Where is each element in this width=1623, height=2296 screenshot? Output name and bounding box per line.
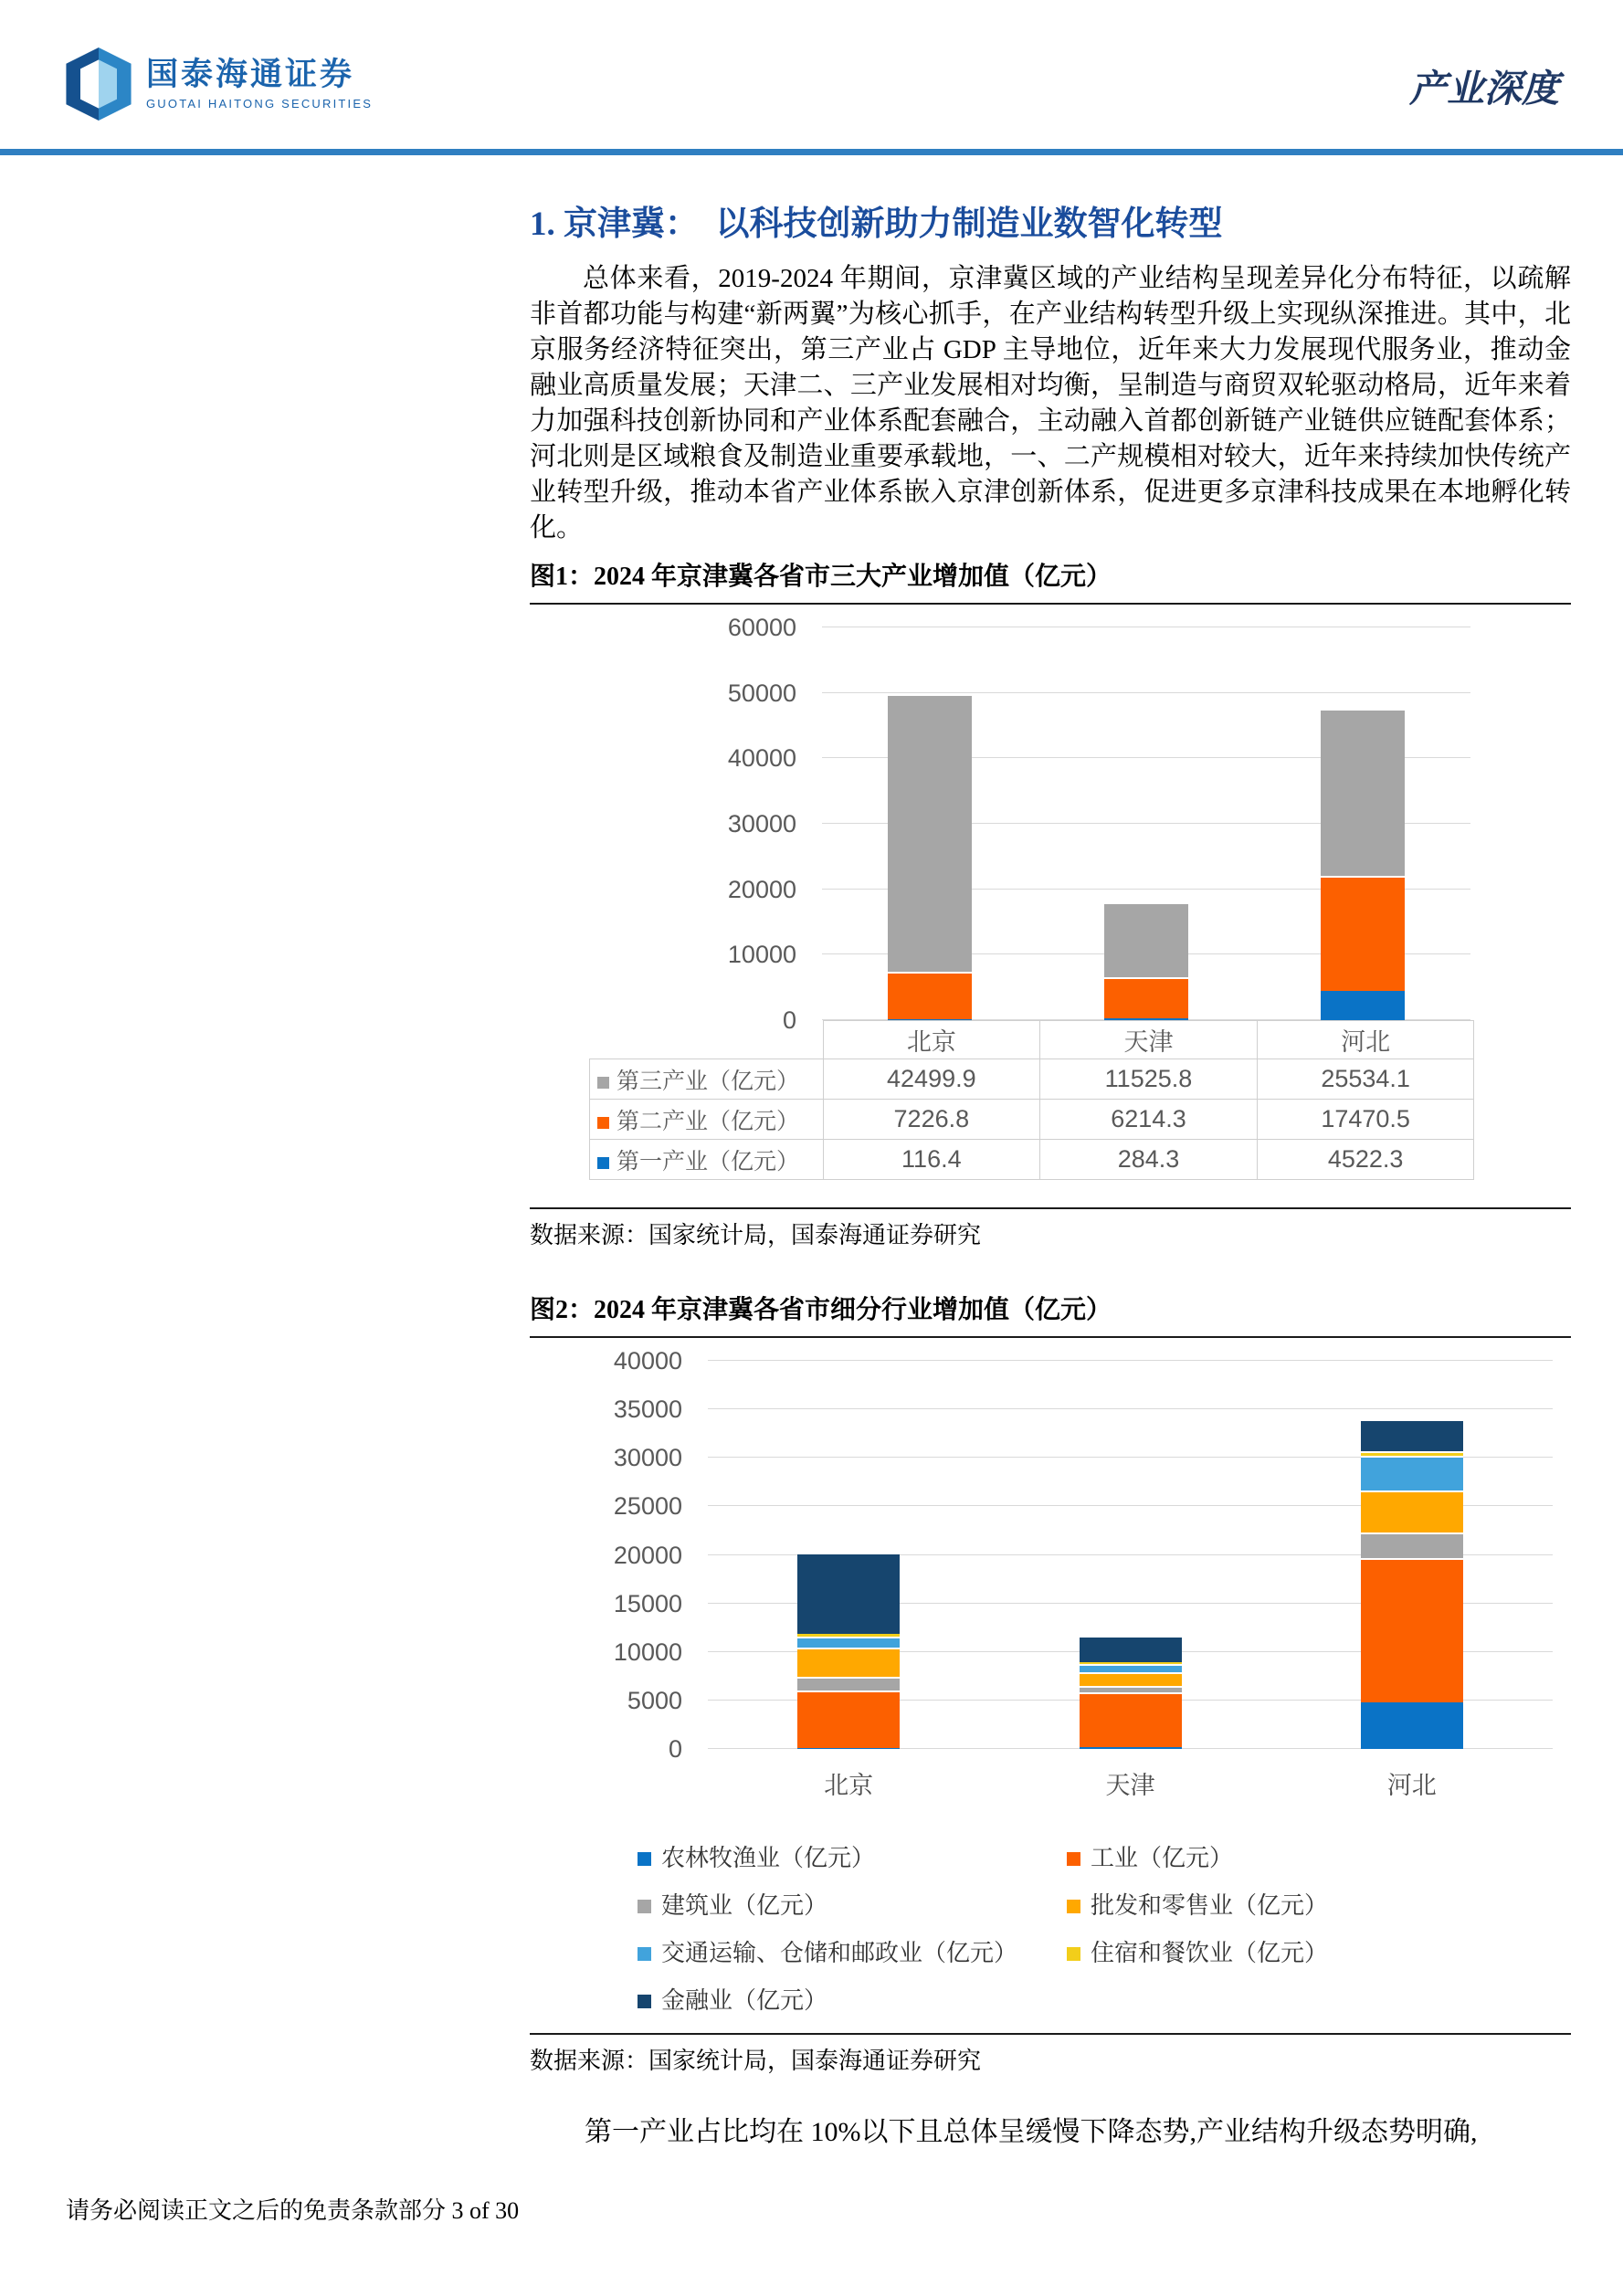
y-axis-tick-label: 35000 xyxy=(613,1396,682,1424)
section-title: 1. 京津冀： 以科技创新助力制造业数智化转型 xyxy=(530,205,1223,243)
report-body xyxy=(530,203,1571,2151)
table-col-header: 河北 xyxy=(1257,1021,1474,1059)
legend-swatch-icon xyxy=(597,1077,609,1089)
bar-segment xyxy=(1321,709,1405,876)
legend-swatch-icon xyxy=(638,1900,651,1913)
table-series-label: 第一产业（亿元） xyxy=(590,1140,824,1180)
legend-swatch-icon xyxy=(1067,1900,1080,1913)
y-axis-tick-label: 10000 xyxy=(727,941,796,969)
figure1-source: 数据来源：国家统计局，国泰海通证券研究 xyxy=(530,1207,1571,1250)
x-axis-label: 河北 xyxy=(1386,1772,1437,1799)
legend-label: 交通运输、仓储和邮政业（亿元） xyxy=(661,1940,1018,1966)
table-cell: 284.3 xyxy=(1040,1140,1258,1180)
brand-logo xyxy=(66,47,373,121)
y-axis-tick-label: 40000 xyxy=(613,1347,682,1374)
closing-paragraph: 第一产业占比均在 10%以下且总体呈缓慢下降态势,产业结构升级态势明确, xyxy=(585,2117,1478,2147)
x-axis-label: 天津 xyxy=(1105,1772,1155,1799)
y-axis-tick-label: 15000 xyxy=(613,1589,682,1617)
legend-label: 批发和零售业（亿元） xyxy=(1091,1892,1329,1919)
bar-segment xyxy=(1080,1747,1182,1749)
brand-name-cn: 国泰海通证券 xyxy=(146,56,355,92)
figure1-data-table xyxy=(589,1020,1474,1180)
legend-label: 工业（亿元） xyxy=(1091,1845,1234,1871)
legend-item xyxy=(638,1845,1067,1872)
y-axis-tick-label: 60000 xyxy=(727,614,796,641)
table-col-header: 北京 xyxy=(823,1021,1040,1059)
table-cell: 7226.8 xyxy=(823,1100,1040,1140)
section-paragraph: 总体来看，2019-2024 年期间，京津冀区域的产业结构呈现差异化分布特征，以疏解非首都功能与构建“新两翼”为核心抓手，在产业结构转型升级上实现纵深推进。其中，北京服务经济特征突出，第三产业占 GDP 主导地位，近年来大力发展现代服务业，推动金融业高质量发展；天津二、三产业发展相对均衡，呈制造与商贸双轮驱动格局，近年来着力加强科技创新协同和产业体系配套融合，主动融入首都创新链产业链供应链配套体系；河北则是区域粮食及制造业重要承载地，一、二产规模相对较大，近年来持续加快传统产业转型升级，推动本省产业体系嵌入京津创新体系，促进更多京津科技成果在本地孵化转化。 xyxy=(530,264,1571,542)
table-cell: 25534.1 xyxy=(1257,1059,1474,1100)
legend-item xyxy=(638,1892,1067,1920)
bar-segment xyxy=(1361,1419,1463,1451)
legend-swatch-icon xyxy=(597,1157,609,1169)
legend-item xyxy=(1067,1940,1571,1967)
table-cell: 4522.3 xyxy=(1257,1140,1474,1180)
plot-area xyxy=(708,1361,1553,1749)
bar-segment xyxy=(1361,1702,1463,1749)
legend-item xyxy=(1067,1845,1571,1872)
y-axis-tick-label: 0 xyxy=(668,1735,682,1763)
legend-label: 农林牧渔业（亿元） xyxy=(661,1845,876,1871)
bar-segment xyxy=(888,694,972,973)
bar-segment xyxy=(797,1677,900,1690)
table-cell: 11525.8 xyxy=(1040,1059,1258,1100)
bar-segment xyxy=(1361,1532,1463,1558)
bar-segment xyxy=(1361,1490,1463,1532)
figure1-caption: 图1：2024 年京津冀各省市三大产业增加值（亿元） xyxy=(530,561,1571,605)
table-row xyxy=(590,1140,1474,1180)
y-axis-tick-label: 40000 xyxy=(727,744,796,773)
bar-segment xyxy=(1361,1456,1463,1490)
figure2-source: 数据来源：国家统计局，国泰海通证券研究 xyxy=(530,2033,1571,2076)
bar-segment xyxy=(1080,1692,1182,1748)
table-series-label: 第二产业（亿元） xyxy=(590,1100,824,1140)
table-series-label: 第三产业（亿元） xyxy=(590,1059,824,1100)
legend-swatch-icon xyxy=(1067,1947,1080,1961)
table-cell: 42499.9 xyxy=(823,1059,1040,1100)
gridline xyxy=(708,1408,1553,1409)
table-row xyxy=(590,1100,1474,1140)
bar-segment xyxy=(1321,991,1405,1020)
figure-1 xyxy=(530,561,1571,1250)
bar-segment xyxy=(1104,977,1188,1018)
plot-area xyxy=(822,627,1470,1020)
bar-segment xyxy=(1080,1664,1182,1673)
x-axis-label: 北京 xyxy=(824,1772,874,1799)
bar-segment xyxy=(797,1553,900,1634)
bar-segment xyxy=(1321,876,1405,990)
bar-segment xyxy=(888,972,972,1019)
bar-segment xyxy=(797,1634,900,1637)
figure2-chart xyxy=(530,1338,1571,1804)
bar-segment xyxy=(1080,1662,1182,1664)
bar-segment xyxy=(1104,1018,1188,1020)
bar-segment xyxy=(1104,902,1188,978)
bar-segment xyxy=(797,1690,900,1748)
legend-label: 住宿和餐饮业（亿元） xyxy=(1091,1940,1329,1966)
bar-segment xyxy=(1361,1558,1463,1702)
table-cell: 17470.5 xyxy=(1257,1100,1474,1140)
bar-segment xyxy=(1080,1636,1182,1662)
footer-disclaimer: 请务必阅读正文之后的免责条款部分 xyxy=(66,2197,447,2224)
legend-item xyxy=(638,1987,1067,2015)
table-col-header: 天津 xyxy=(1040,1021,1258,1059)
figure2-legend xyxy=(638,1845,1571,2015)
gridline xyxy=(822,692,1470,693)
brand-name-en: GUOTAI HAITONG SECURITIES xyxy=(146,97,374,111)
figure2-caption: 图2：2024 年京津冀各省市细分行业增加值（亿元） xyxy=(530,1294,1571,1338)
y-axis-tick-label: 20000 xyxy=(613,1541,682,1569)
y-axis-tick-label: 10000 xyxy=(613,1638,682,1666)
y-axis-tick-label: 30000 xyxy=(727,810,796,837)
table-cell: 6214.3 xyxy=(1040,1100,1258,1140)
bar-segment xyxy=(1080,1672,1182,1686)
figure-2 xyxy=(530,1294,1571,2076)
legend-swatch-icon xyxy=(1067,1852,1080,1866)
gridline xyxy=(708,1360,1553,1361)
bar-segment xyxy=(797,1648,900,1677)
bar-segment xyxy=(797,1748,900,1749)
legend-swatch-icon xyxy=(638,1995,651,2008)
legend-item xyxy=(1067,1892,1571,1920)
bar-segment xyxy=(1080,1686,1182,1691)
report-category: 产业深度 xyxy=(1409,68,1559,110)
bar-segment xyxy=(797,1637,900,1648)
y-axis-tick-label: 0 xyxy=(782,1006,796,1034)
legend-label: 建筑业（亿元） xyxy=(661,1892,828,1919)
footer-page-number: 3 of 30 xyxy=(451,2197,520,2224)
bar-segment xyxy=(1361,1451,1463,1456)
legend-label: 金融业（亿元） xyxy=(661,1987,828,2014)
y-axis-tick-label: 30000 xyxy=(613,1444,682,1472)
brand-logo-text xyxy=(146,58,373,111)
legend-swatch-icon xyxy=(638,1852,651,1866)
table-row xyxy=(590,1059,1474,1100)
y-axis-tick-label: 5000 xyxy=(627,1686,682,1714)
header-divider xyxy=(0,149,1623,155)
brand-logo-icon xyxy=(66,47,132,121)
table-cell: 116.4 xyxy=(823,1140,1040,1180)
figure1-chart xyxy=(530,605,1571,1034)
legend-swatch-icon xyxy=(638,1947,651,1961)
page-footer xyxy=(66,2192,519,2226)
legend-swatch-icon xyxy=(597,1117,609,1129)
y-axis-tick-label: 25000 xyxy=(613,1492,682,1521)
y-axis-tick-label: 50000 xyxy=(727,679,796,707)
y-axis-tick-label: 20000 xyxy=(727,875,796,903)
legend-item xyxy=(638,1940,1067,1967)
